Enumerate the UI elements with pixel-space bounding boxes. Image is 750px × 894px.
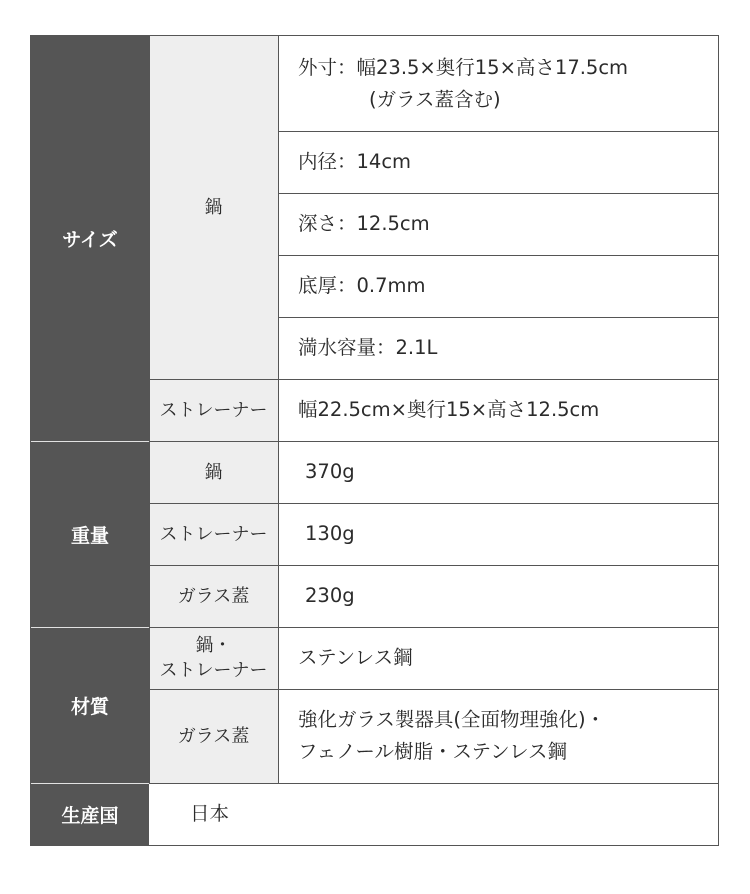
value-depth-text: 深さ：12.5cm <box>298 212 430 235</box>
row-divider <box>278 193 718 194</box>
category-separator <box>31 627 149 628</box>
value-weight-lid-text: 230g <box>305 584 355 607</box>
value-weight-strainer <box>278 503 718 565</box>
divider-sub <box>278 36 279 783</box>
category-weight-label: 重量 <box>70 524 109 547</box>
sub-size-pot-label: 鍋 <box>204 197 223 218</box>
value-material-pot-strainer-text: ステンレス鋼 <box>298 646 413 669</box>
row-divider <box>149 565 718 566</box>
category-origin-label: 生産国 <box>61 804 119 827</box>
value-weight-strainer-text: 130g <box>305 522 355 545</box>
value-weight-pot <box>278 441 718 503</box>
row-divider <box>149 689 718 690</box>
row-divider <box>278 317 718 318</box>
sub-weight-lid <box>149 565 278 627</box>
category-material <box>31 627 149 783</box>
sub-weight-lid-label: ガラス蓋 <box>177 585 250 607</box>
value-outer-dims-line2: (ガラス蓋含む) <box>369 87 501 111</box>
sub-size-pot <box>149 36 278 379</box>
sub-weight-pot <box>149 441 278 503</box>
sub-size-strainer-label: ストレーナー <box>159 399 268 421</box>
category-material-label: 材質 <box>70 695 109 718</box>
category-size-label: サイズ <box>62 229 118 251</box>
sub-material-pot-strainer-line2: ストレーナー <box>159 660 268 681</box>
sub-size-strainer <box>149 379 278 441</box>
value-weight-pot-text: 370g <box>305 460 355 483</box>
category-separator <box>31 783 149 784</box>
value-outer-dims <box>278 36 718 131</box>
value-capacity-text: 満水容量：2.1L <box>298 336 438 359</box>
divider-category <box>149 36 150 783</box>
sub-weight-strainer <box>149 503 278 565</box>
spec-table <box>30 35 719 846</box>
value-material-lid-line1: 強化ガラス製器具(全面物理強化)・ <box>298 708 606 731</box>
category-weight <box>31 441 149 627</box>
sub-material-lid <box>149 689 278 783</box>
value-depth <box>278 193 718 255</box>
row-divider <box>278 131 718 132</box>
value-strainer-dims-text: 幅22.5cm×奥行15×高さ12.5cm <box>298 398 600 421</box>
value-material-lid <box>278 689 718 783</box>
row-divider <box>278 255 718 256</box>
value-bottom-thickness <box>278 255 718 317</box>
category-size <box>31 36 149 441</box>
sub-material-pot-strainer <box>149 627 278 689</box>
value-material-pot-strainer <box>278 627 718 689</box>
value-weight-lid <box>278 565 718 627</box>
sub-weight-strainer-label: ストレーナー <box>159 523 268 545</box>
sub-material-lid-label: ガラス蓋 <box>177 725 250 747</box>
sub-material-pot-strainer-line1: 鍋・ <box>195 635 232 656</box>
value-origin-text: 日本 <box>190 802 230 825</box>
category-origin <box>31 783 149 845</box>
value-origin <box>149 783 718 845</box>
value-inner-diameter-text: 内径：14cm <box>298 150 412 173</box>
category-separator <box>31 441 149 442</box>
sub-weight-pot-label: 鍋 <box>204 461 223 483</box>
value-capacity <box>278 317 718 379</box>
value-material-lid-line2: フェノール樹脂・ステンレス鋼 <box>298 740 568 763</box>
value-bottom-thickness-text: 底厚：0.7mm <box>298 274 426 297</box>
row-divider <box>149 503 718 504</box>
value-outer-dims-line1: 外寸：幅23.5×奥行15×高さ17.5cm <box>298 55 629 79</box>
row-divider <box>149 379 718 380</box>
value-strainer-dims <box>278 379 718 441</box>
value-inner-diameter <box>278 131 718 193</box>
